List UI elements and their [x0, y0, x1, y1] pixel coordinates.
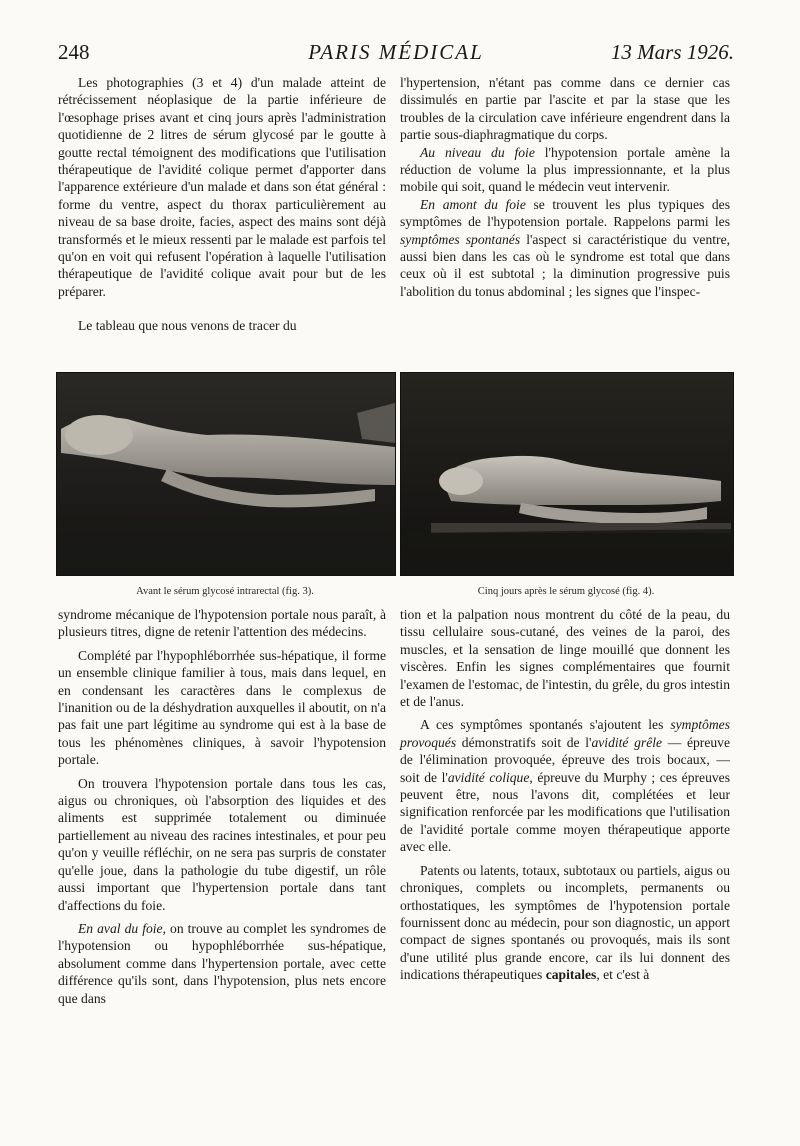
paragraph: En aval du foie, on trouve au complet les syndromes de l'hypotension ou hypophléborrhée sus-hépatique, absolument comme dans l'hypertension portale, avec cette différence qu'ils sont, dans l'hypotension, plus nets encore que dans	[58, 920, 386, 1006]
figure-3-photo	[56, 372, 396, 576]
column-1-bottom	[58, 606, 386, 1007]
paragraph: En amont du foie se trouvent les plus typiques des symptômes de l'hypotension portale. Rappelons parmi les symptômes spontanés l'aspect si caractéristique du ventre, aussi bien dans les cas où le syndrome est total que dans ceux où il est subtotal ; la diminution progressive puis l'abolition du tonus abdominal ; les signes que l'inspec-	[400, 196, 731, 299]
page-header	[58, 40, 734, 70]
patient-photo-before	[57, 373, 395, 575]
paragraph: syndrome mécanique de l'hypotension portale nous paraît, à plusieurs titres, digne de retenir l'attention des médecins.	[58, 607, 386, 640]
paragraph: Patents ou latents, totaux, subtotaux ou partiels, aigus ou chroniques, complets ou incomplets, permanents ou orthostatiques, les symptômes de l'hypotension portale fournissent donc au médecin, pour son diagnostic, un apport compact de signes spontanés ou provoqués, mais ils sont d'une utilité plus grande encore, car ils lui donnent des indications thérapeutiques capitales, et c'est à	[400, 862, 730, 983]
paragraph: Le tableau que nous venons de tracer du	[78, 318, 297, 334]
page-number: 248	[58, 40, 90, 64]
paragraph: A ces symptômes spontanés s'ajoutent les symptômes provoqués démonstratifs soit de l'avidité grêle — épreuve de l'élimination provoquée, épreuve des trois bocaux, — soit de l'avidité colique, épreuve du Murphy ; ces épreuves peuvent être, nous l'avons dit, complétées et leur signification renforcée par les modifications que l'utilisation de l'avidité portale comme moyen thérapeutique apporte avec elle.	[400, 717, 730, 855]
column-1-top	[58, 74, 386, 335]
figure-4-caption: Cinq jours après le sérum glycosé (fig. 4).	[477, 586, 655, 597]
paragraph: tion et la palpation nous montrent du côté de la peau, du tissu cellulaire sous-cutané, des veines de la paroi, des muscles, et la sensation de linge mouillé que donnent les viscères. Enfin les signes complémentaires que fournit l'examen de l'estomac, de l'intestin, du grêle, du gros intestin et de l'anus.	[400, 607, 730, 710]
journal-title: PARIS MÉDICAL	[308, 40, 484, 64]
paragraph: Au niveau du foie l'hypotension portale amène la réduction de volume la plus impressionnante, et la plus mobile qui soit, quand le médecin veut intervenir.	[400, 144, 730, 195]
issue-date: 13 Mars 1926.	[610, 40, 734, 64]
column-2-top	[400, 74, 730, 300]
paragraph: Les photographies (3 et 4) d'un malade atteint de rétrécissement néoplasique de la partie inférieure de l'œsophage prises avant et cinq jours après l'administration quotidienne de 2 litres de sérum glycosé par le goutte à goutte rectal témoignent des modifications que l'utilisation thérapeutique de l'avidité colique permet d'apporter dans l'apparence extérieure d'un malade et dans son état général : forme du ventre, aspect du thorax particulièrement au niveau de sa base droite, facies, aspect des mains sont déjà transformés et le mieux ressenti par le malade est parfois tel qu'on en voit qui refusent l'opération à laquelle l'utilisation thérapeutique de l'avidité colique avait pour but de les préparer.	[58, 75, 386, 299]
figure-4-photo	[400, 372, 734, 576]
paragraph: Complété par l'hypophléborrhée sus-hépatique, il forme un ensemble clinique familier à tous, mais dans lequel, en en condensant les caractères dans le complexus de l'inanition ou de la déshydration auxquelles il aboutit, on n'a pas fait une part légitime au syndrome qui est à la base de tous les phénomènes cliniques, à savoir l'hypotension portale.	[58, 647, 386, 768]
patient-photo-after	[401, 373, 733, 575]
paragraph: On trouvera l'hypotension portale dans tous les cas, aigus ou chroniques, où l'absorption des liquides et des aliments est supprimée totalement ou diminuée partiellement au niveau des racines intestinales, et pour peu qu'on y veuille réfléchir, on ne sera pas surpris de constater qu'elle joue, dans la pathologie du tube digestif, un rôle aussi important que l'hypertension portale dans tant d'affections du foie.	[58, 775, 386, 913]
figure-3-caption: Avant le sérum glycosé intrarectal (fig. 3).	[136, 586, 314, 597]
column-2-bottom	[400, 606, 730, 984]
paragraph: l'hypertension, n'étant pas comme dans ce dernier cas dissimulés en partie par l'ascite et par la stase que les troubles de la circulation cave inférieure engendrent dans la partie sous-diaphragmatique du corps.	[400, 75, 730, 143]
